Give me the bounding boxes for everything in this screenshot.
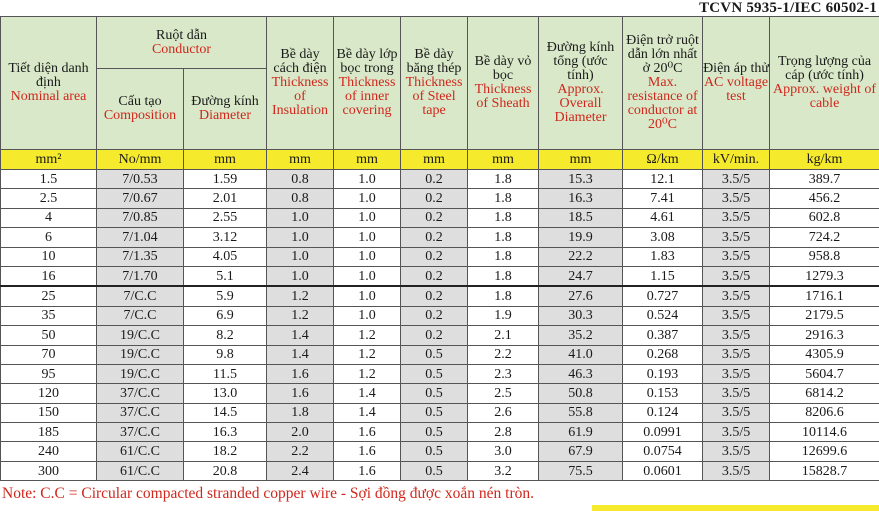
table-row (1, 247, 879, 266)
table-cell: 0.153 (623, 384, 703, 403)
table-cell: 0.8 (267, 170, 334, 189)
table-cell: 41.0 (539, 345, 623, 364)
unit-cell: Ω/km (623, 150, 703, 170)
table-cell: 1.0 (267, 247, 334, 266)
table-cell: 0.2 (401, 306, 468, 325)
table-cell: 3.5/5 (703, 189, 770, 208)
table-row (1, 306, 879, 325)
table-cell: 1.4 (267, 326, 334, 345)
table-cell: 1.6 (267, 384, 334, 403)
table-cell: 0.727 (623, 286, 703, 306)
table-row (1, 461, 879, 480)
table-cell: 19/C.C (97, 345, 184, 364)
table-cell: 0.5 (401, 442, 468, 461)
unit-cell: mm (539, 150, 623, 170)
table-cell: 1.0 (267, 228, 334, 247)
table-cell: 25 (1, 286, 97, 306)
table-cell: 1.2 (267, 286, 334, 306)
table-cell: 602.8 (770, 208, 879, 227)
header-nominal-area: Tiết diện danh định Nominal area (1, 17, 97, 150)
table-cell: 61.9 (539, 423, 623, 442)
table-cell: 3.0 (468, 442, 539, 461)
table-cell: 35.2 (539, 326, 623, 345)
table-cell: 0.0601 (623, 461, 703, 480)
table-cell: 61/C.C (97, 461, 184, 480)
table-cell: 20.8 (184, 461, 267, 480)
table-cell: 3.5/5 (703, 286, 770, 306)
table-cell: 1279.3 (770, 266, 879, 286)
header-conductor: Ruột dẫn Conductor (97, 17, 267, 69)
standard-label: TCVN 5935-1/IEC 60502-1 (699, 0, 877, 16)
table-row (1, 403, 879, 422)
table-cell: 46.3 (539, 364, 623, 383)
table-cell: 3.5/5 (703, 170, 770, 189)
table-cell: 2.5 (468, 384, 539, 403)
table-cell: 1.15 (623, 266, 703, 286)
table-cell: 5.1 (184, 266, 267, 286)
header-diameter: Đường kính Diameter (184, 69, 267, 150)
table-cell: 0.193 (623, 364, 703, 383)
header-overall-diameter: Đường kính tổng (ước tính) Approx. Overall Diameter (539, 17, 623, 150)
table-cell: 0.124 (623, 403, 703, 422)
table-cell: 8206.6 (770, 403, 879, 422)
table-cell: 4.61 (623, 208, 703, 227)
table-cell: 12699.6 (770, 442, 879, 461)
table-cell: 95 (1, 364, 97, 383)
table-cell: 1.59 (184, 170, 267, 189)
table-cell: 0.5 (401, 423, 468, 442)
table-cell: 1.8 (468, 247, 539, 266)
unit-cell: mm (267, 150, 334, 170)
table-cell: 1.8 (468, 170, 539, 189)
table-cell: 150 (1, 403, 97, 422)
table-cell: 1.4 (334, 403, 401, 422)
table-cell: 1.0 (334, 228, 401, 247)
table-cell: 3.5/5 (703, 384, 770, 403)
table-cell: 1.0 (334, 170, 401, 189)
table-cell: 10114.6 (770, 423, 879, 442)
table-cell: 67.9 (539, 442, 623, 461)
unit-cell: mm (468, 150, 539, 170)
table-cell: 55.8 (539, 403, 623, 422)
table-cell: 0.5 (401, 403, 468, 422)
table-cell: 1.0 (334, 266, 401, 286)
table-cell: 0.268 (623, 345, 703, 364)
table-cell: 7/0.53 (97, 170, 184, 189)
table-cell: 14.5 (184, 403, 267, 422)
table-cell: 1.2 (334, 326, 401, 345)
table-cell: 16.3 (539, 189, 623, 208)
table-cell: 35 (1, 306, 97, 325)
unit-cell: mm (334, 150, 401, 170)
table-cell: 3.5/5 (703, 461, 770, 480)
header-steel-tape: Bề dày băng thép Thickness of Steel tape (401, 17, 468, 150)
table-cell: 3.5/5 (703, 326, 770, 345)
yellow-accent-bar (592, 505, 879, 511)
table-cell: 7/C.C (97, 286, 184, 306)
table-row (1, 326, 879, 345)
table-cell: 18.5 (539, 208, 623, 227)
table-cell: 6 (1, 228, 97, 247)
table-cell: 16 (1, 266, 97, 286)
table-cell: 19.9 (539, 228, 623, 247)
table-cell: 61/C.C (97, 442, 184, 461)
table-cell: 2.01 (184, 189, 267, 208)
table-cell: 70 (1, 345, 97, 364)
table-cell: 0.5 (401, 345, 468, 364)
table-row (1, 189, 879, 208)
table-cell: 30.3 (539, 306, 623, 325)
header-ac-voltage: Điện áp thử AC voltage test (703, 17, 770, 150)
table-cell: 3.2 (468, 461, 539, 480)
table-cell: 1.8 (468, 189, 539, 208)
table-cell: 10 (1, 247, 97, 266)
table-cell: 1.6 (334, 461, 401, 480)
table-cell: 1.0 (267, 266, 334, 286)
table-cell: 37/C.C (97, 384, 184, 403)
table-cell: 1.5 (1, 170, 97, 189)
header-inner-covering: Bề dày lớp bọc trong Thickness of inner covering (334, 17, 401, 150)
table-cell: 50 (1, 326, 97, 345)
table-cell: 2.0 (267, 423, 334, 442)
table-cell: 3.5/5 (703, 266, 770, 286)
table-cell: 6.9 (184, 306, 267, 325)
table-cell: 0.2 (401, 266, 468, 286)
table-cell: 0.2 (401, 247, 468, 266)
table-cell: 3.5/5 (703, 247, 770, 266)
table-cell: 2.3 (468, 364, 539, 383)
table-cell: 1.8 (468, 228, 539, 247)
table-cell: 456.2 (770, 189, 879, 208)
table-cell: 0.2 (401, 189, 468, 208)
table-cell: 3.5/5 (703, 306, 770, 325)
table-cell: 19/C.C (97, 364, 184, 383)
table-cell: 2.6 (468, 403, 539, 422)
table-cell: 12.1 (623, 170, 703, 189)
table-cell: 4.05 (184, 247, 267, 266)
table-cell: 4305.9 (770, 345, 879, 364)
table-cell: 1716.1 (770, 286, 879, 306)
header-sheath: Bề dày vỏ bọc Thickness of Sheath (468, 17, 539, 150)
table-cell: 3.5/5 (703, 208, 770, 227)
table-row (1, 228, 879, 247)
table-cell: 0.2 (401, 228, 468, 247)
table-cell: 7/0.67 (97, 189, 184, 208)
table-cell: 9.8 (184, 345, 267, 364)
table-cell: 15.3 (539, 170, 623, 189)
table-cell: 1.2 (267, 306, 334, 325)
table-cell: 7/1.04 (97, 228, 184, 247)
table-row (1, 384, 879, 403)
unit-cell: kg/km (770, 150, 879, 170)
table-cell: 2.55 (184, 208, 267, 227)
table-cell: 0.5 (401, 461, 468, 480)
table-cell: 7/1.70 (97, 266, 184, 286)
table-cell: 5.9 (184, 286, 267, 306)
table-cell: 389.7 (770, 170, 879, 189)
table-cell: 1.6 (334, 423, 401, 442)
table-cell: 185 (1, 423, 97, 442)
table-row (1, 208, 879, 227)
cable-spec-table (0, 16, 879, 481)
table-cell: 5604.7 (770, 364, 879, 383)
table-cell: 1.8 (267, 403, 334, 422)
table-cell: 0.8 (267, 189, 334, 208)
table-cell: 1.2 (334, 345, 401, 364)
table-cell: 0.5 (401, 364, 468, 383)
table-cell: 3.5/5 (703, 442, 770, 461)
table-cell: 724.2 (770, 228, 879, 247)
table-cell: 1.83 (623, 247, 703, 266)
table-cell: 1.4 (267, 345, 334, 364)
table-cell: 22.2 (539, 247, 623, 266)
table-row (1, 364, 879, 383)
table-cell: 1.6 (334, 442, 401, 461)
table-cell: 120 (1, 384, 97, 403)
table-cell: 24.7 (539, 266, 623, 286)
table-cell: 7.41 (623, 189, 703, 208)
table-cell: 1.0 (334, 247, 401, 266)
table-cell: 3.5/5 (703, 364, 770, 383)
table-cell: 0.2 (401, 286, 468, 306)
table-cell: 1.0 (267, 208, 334, 227)
table-cell: 0.387 (623, 326, 703, 345)
table-cell: 4 (1, 208, 97, 227)
table-cell: 1.0 (334, 189, 401, 208)
table-cell: 19/C.C (97, 326, 184, 345)
header-weight: Trọng lượng của cáp (ước tính) Approx. weight of cable (770, 17, 879, 150)
table-row (1, 442, 879, 461)
table-cell: 1.2 (334, 364, 401, 383)
table-cell: 0.0754 (623, 442, 703, 461)
table-cell: 1.8 (468, 266, 539, 286)
table-row (1, 286, 879, 306)
table-cell: 27.6 (539, 286, 623, 306)
table-cell: 0.524 (623, 306, 703, 325)
table-cell: 37/C.C (97, 423, 184, 442)
unit-cell: kV/min. (703, 150, 770, 170)
table-cell: 7/1.35 (97, 247, 184, 266)
table-cell: 2.5 (1, 189, 97, 208)
table-cell: 3.5/5 (703, 403, 770, 422)
table-cell: 0.0991 (623, 423, 703, 442)
table-cell: 7/C.C (97, 306, 184, 325)
table-cell: 1.9 (468, 306, 539, 325)
table-cell: 3.5/5 (703, 423, 770, 442)
table-cell: 3.08 (623, 228, 703, 247)
table-cell: 15828.7 (770, 461, 879, 480)
units-row (1, 150, 879, 170)
table-row (1, 345, 879, 364)
table-row (1, 423, 879, 442)
table-cell: 0.5 (401, 384, 468, 403)
unit-cell: mm² (1, 150, 97, 170)
header-composition: Cấu tạo Composition (97, 69, 184, 150)
table-cell: 11.5 (184, 364, 267, 383)
table-cell: 1.0 (334, 208, 401, 227)
table-row (1, 170, 879, 189)
table-cell: 0.2 (401, 326, 468, 345)
table-cell: 1.0 (334, 286, 401, 306)
table-cell: 18.2 (184, 442, 267, 461)
table-cell: 0.2 (401, 170, 468, 189)
footnote: Note: C.C = Circular compacted stranded copper wire - Sợi đồng được xoắn nén tròn. (2, 485, 534, 502)
table-cell: 6814.2 (770, 384, 879, 403)
header-insulation: Bề dày cách điện Thickness of Insulation (267, 17, 334, 150)
table-cell: 2.2 (267, 442, 334, 461)
unit-cell: No/mm (97, 150, 184, 170)
table-cell: 0.2 (401, 208, 468, 227)
table-cell: 37/C.C (97, 403, 184, 422)
table-cell: 8.2 (184, 326, 267, 345)
table-cell: 1.8 (468, 286, 539, 306)
unit-cell: mm (401, 150, 468, 170)
table-cell: 3.5/5 (703, 228, 770, 247)
table-cell: 958.8 (770, 247, 879, 266)
table-body (1, 170, 879, 481)
table-cell: 2.2 (468, 345, 539, 364)
header-resistance: Điện trở ruột dẫn lớn nhất ở 20⁰C Max. resistance of conductor at 20⁰C (623, 17, 703, 150)
table-cell: 75.5 (539, 461, 623, 480)
table-cell: 240 (1, 442, 97, 461)
table-cell: 1.6 (267, 364, 334, 383)
table-cell: 1.8 (468, 208, 539, 227)
table-cell: 300 (1, 461, 97, 480)
table-cell: 1.4 (334, 384, 401, 403)
table-cell: 16.3 (184, 423, 267, 442)
table-cell: 1.0 (334, 306, 401, 325)
table-row (1, 266, 879, 286)
table-cell: 2.1 (468, 326, 539, 345)
table-cell: 3.5/5 (703, 345, 770, 364)
table-cell: 2916.3 (770, 326, 879, 345)
table-cell: 7/0.85 (97, 208, 184, 227)
table-cell: 2.8 (468, 423, 539, 442)
unit-cell: mm (184, 150, 267, 170)
table-cell: 3.12 (184, 228, 267, 247)
table-cell: 13.0 (184, 384, 267, 403)
table-cell: 2.4 (267, 461, 334, 480)
table-cell: 2179.5 (770, 306, 879, 325)
table-cell: 50.8 (539, 384, 623, 403)
